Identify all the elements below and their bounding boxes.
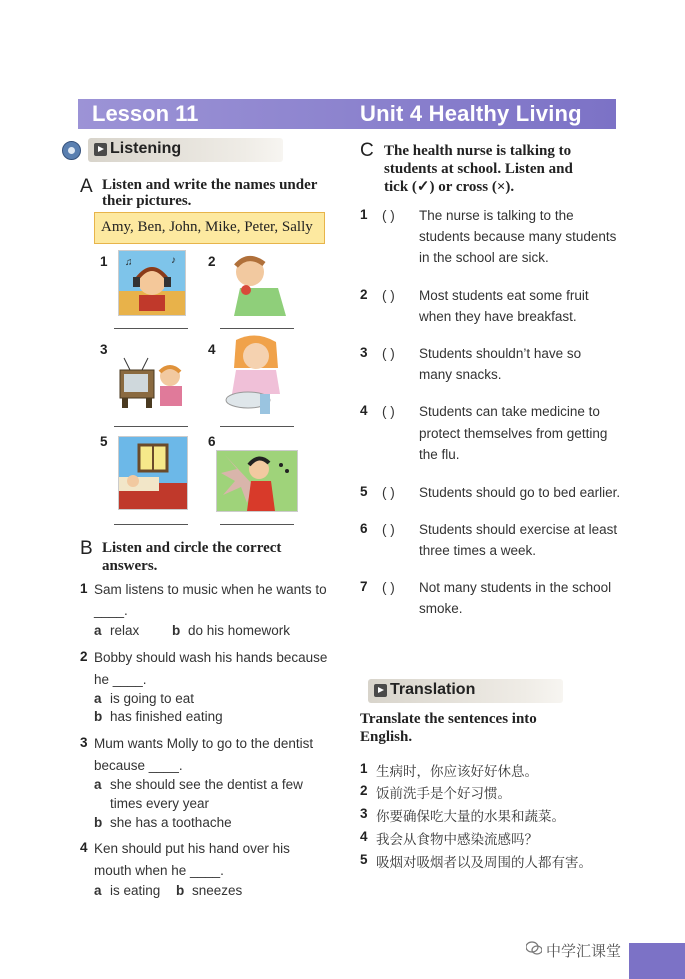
translation-section-header: [368, 679, 563, 703]
c-item-2-line2: when they have breakfast.: [419, 309, 577, 324]
translation-instruction-2: English.: [360, 729, 413, 745]
picture-2-eating: [220, 248, 290, 316]
c-item-7-number: 7: [360, 579, 368, 594]
part-b-letter: B: [80, 538, 93, 559]
b-q2-opt-a: is going to eat: [110, 691, 195, 706]
b-q3-opt-b: she has a toothache: [110, 815, 232, 830]
c-item-3-number: 3: [360, 345, 368, 360]
picture-number-1: 1: [100, 254, 108, 269]
c-item-6-number: 6: [360, 521, 368, 536]
translation-title: Translation: [390, 681, 476, 698]
b-q3-line2: because ____.: [94, 758, 183, 773]
answer-line-1: [114, 328, 188, 329]
c-item-4-paren: ( ): [382, 404, 395, 419]
b-q1-opt-b: do his homework: [188, 623, 291, 638]
part-c-instruction-1: The health nurse is talking to: [384, 143, 572, 159]
cd-icon: [62, 141, 81, 160]
translation-5-number: 5: [360, 852, 368, 867]
c-item-5-paren: ( ): [382, 485, 395, 500]
c-item-5-number: 5: [360, 484, 368, 499]
c-item-7-line1: Not many students in the school: [419, 580, 612, 595]
picture-number-5: 5: [100, 434, 108, 449]
b-q3-line1: Mum wants Molly to go to the dentist: [94, 736, 314, 751]
c-item-1-paren: ( ): [382, 208, 395, 223]
name-list: Amy, Ben, John, Mike, Peter, Sally: [101, 219, 313, 235]
c-item-2-paren: ( ): [382, 288, 395, 303]
c-item-6-line2: three times a week.: [419, 543, 537, 558]
b-q2-line2: he ____.: [94, 672, 147, 687]
c-item-2-line1: Most students eat some fruit: [419, 288, 589, 303]
c-item-4-number: 4: [360, 403, 368, 418]
lesson-title: Lesson 11: [92, 101, 199, 126]
part-b-instruction-1: Listen and circle the correct: [102, 540, 282, 556]
c-item-1-line1: The nurse is talking to the: [419, 208, 574, 223]
unit-title: Unit 4 Healthy Living: [360, 101, 582, 126]
name-list-box: [94, 212, 325, 244]
page-corner-tab: [629, 943, 685, 979]
listening-section-header: [88, 138, 283, 162]
b-q3-opt-a-cont: times every year: [110, 796, 210, 811]
c-item-3-line1: Students shouldn’t have so: [419, 346, 582, 361]
part-a-instruction-1: Listen and write the names under: [102, 177, 318, 193]
b-q1-opt-b-key: b: [172, 623, 181, 638]
b-q3-opt-a-key: a: [94, 777, 102, 792]
c-item-6-paren: ( ): [382, 522, 395, 537]
picture-number-6: 6: [208, 434, 216, 449]
translation-2-text: 饭前洗手是个好习惯。: [376, 786, 511, 802]
b-q4-opt-b-key: b: [176, 883, 185, 898]
answer-line-3: [114, 426, 188, 427]
lesson-banner: [78, 99, 616, 129]
translation-1-number: 1: [360, 761, 368, 776]
wechat-icon: [526, 941, 542, 955]
translation-1-text: 生病时，你应该好好休息。: [376, 764, 538, 780]
b-q1-number: 1: [80, 581, 88, 596]
answer-line-4: [220, 426, 294, 427]
b-q3-number: 3: [80, 735, 88, 750]
c-item-7-line2: smoke.: [419, 601, 463, 616]
svg-text:♫: ♫: [125, 257, 133, 268]
b-q3-opt-a: she should see the dentist a few: [110, 777, 303, 792]
b-q1-opt-a-key: a: [94, 623, 102, 638]
answer-line-2: [220, 328, 294, 329]
translation-4-text: 我会从食物中感染流感吗？: [376, 832, 538, 848]
part-b-instruction-2: answers.: [102, 558, 158, 574]
b-q2-opt-a-key: a: [94, 691, 102, 706]
listening-title: Listening: [110, 140, 182, 157]
b-q2-opt-b-key: b: [94, 709, 103, 724]
b-q1-opt-a: relax: [110, 623, 140, 638]
b-q4-opt-a-key: a: [94, 883, 102, 898]
c-item-1-line2: students because many students: [419, 229, 617, 244]
picture-4-washing-hands: [222, 334, 288, 414]
b-q4-opt-b: sneezes: [192, 883, 243, 898]
c-item-4-line2: protect themselves from getting: [419, 426, 608, 441]
b-q3-opt-b-key: b: [94, 815, 103, 830]
picture-5-sleeping: [118, 436, 188, 510]
part-c-letter: C: [360, 140, 374, 161]
part-c-instruction-3: tick (✓) or cross (×).: [384, 179, 515, 195]
watermark-text: 中学汇课堂: [546, 942, 622, 960]
translation-5-text: 吸烟对吸烟者以及周围的人都有害。: [376, 855, 592, 871]
answer-line-5: [114, 524, 188, 525]
b-q4-line1: Ken should put his hand over his: [94, 841, 290, 856]
c-item-1-number: 1: [360, 207, 368, 222]
c-item-3-paren: ( ): [382, 346, 395, 361]
c-item-5-line1: Students should go to bed earlier.: [419, 485, 621, 500]
picture-3-tv: [118, 356, 188, 412]
answer-line-6: [220, 524, 294, 525]
translation-instruction-1: Translate the sentences into: [360, 711, 537, 727]
picture-6-sneezing: [216, 450, 298, 512]
picture-number-4: 4: [208, 342, 216, 357]
c-item-4-line1: Students can take medicine to: [419, 404, 600, 419]
part-a-letter: A: [80, 176, 93, 197]
picture-1-music: [118, 250, 186, 316]
b-q1-line1: Sam listens to music when he wants to: [94, 582, 327, 597]
picture-number-3: 3: [100, 342, 108, 357]
translation-4-number: 4: [360, 829, 368, 844]
b-q2-number: 2: [80, 649, 88, 664]
translation-3-number: 3: [360, 806, 368, 821]
translation-3-text: 你要确保吃大量的水果和蔬菜。: [376, 809, 565, 825]
c-item-4-line3: the flu.: [419, 447, 460, 462]
translation-2-number: 2: [360, 783, 368, 798]
play-icon: [94, 143, 107, 156]
c-item-7-paren: ( ): [382, 580, 395, 595]
b-q2-line1: Bobby should wash his hands because: [94, 650, 328, 665]
c-item-2-number: 2: [360, 287, 368, 302]
c-item-1-line3: in the school are sick.: [419, 250, 549, 265]
part-a-instruction-2: their pictures.: [102, 193, 192, 209]
b-q1-line2: ____.: [94, 603, 128, 618]
play-icon: [374, 684, 387, 697]
b-q4-line2: mouth when he ____.: [94, 863, 224, 878]
b-q4-opt-a: is eating: [110, 883, 161, 898]
part-c-instruction-2: students at school. Listen and: [384, 161, 573, 177]
c-item-3-line2: many snacks.: [419, 367, 502, 382]
c-item-6-line1: Students should exercise at least: [419, 522, 618, 537]
picture-number-2: 2: [208, 254, 216, 269]
svg-text:♪: ♪: [171, 255, 176, 266]
b-q2-opt-b: has finished eating: [110, 709, 223, 724]
b-q4-number: 4: [80, 840, 88, 855]
